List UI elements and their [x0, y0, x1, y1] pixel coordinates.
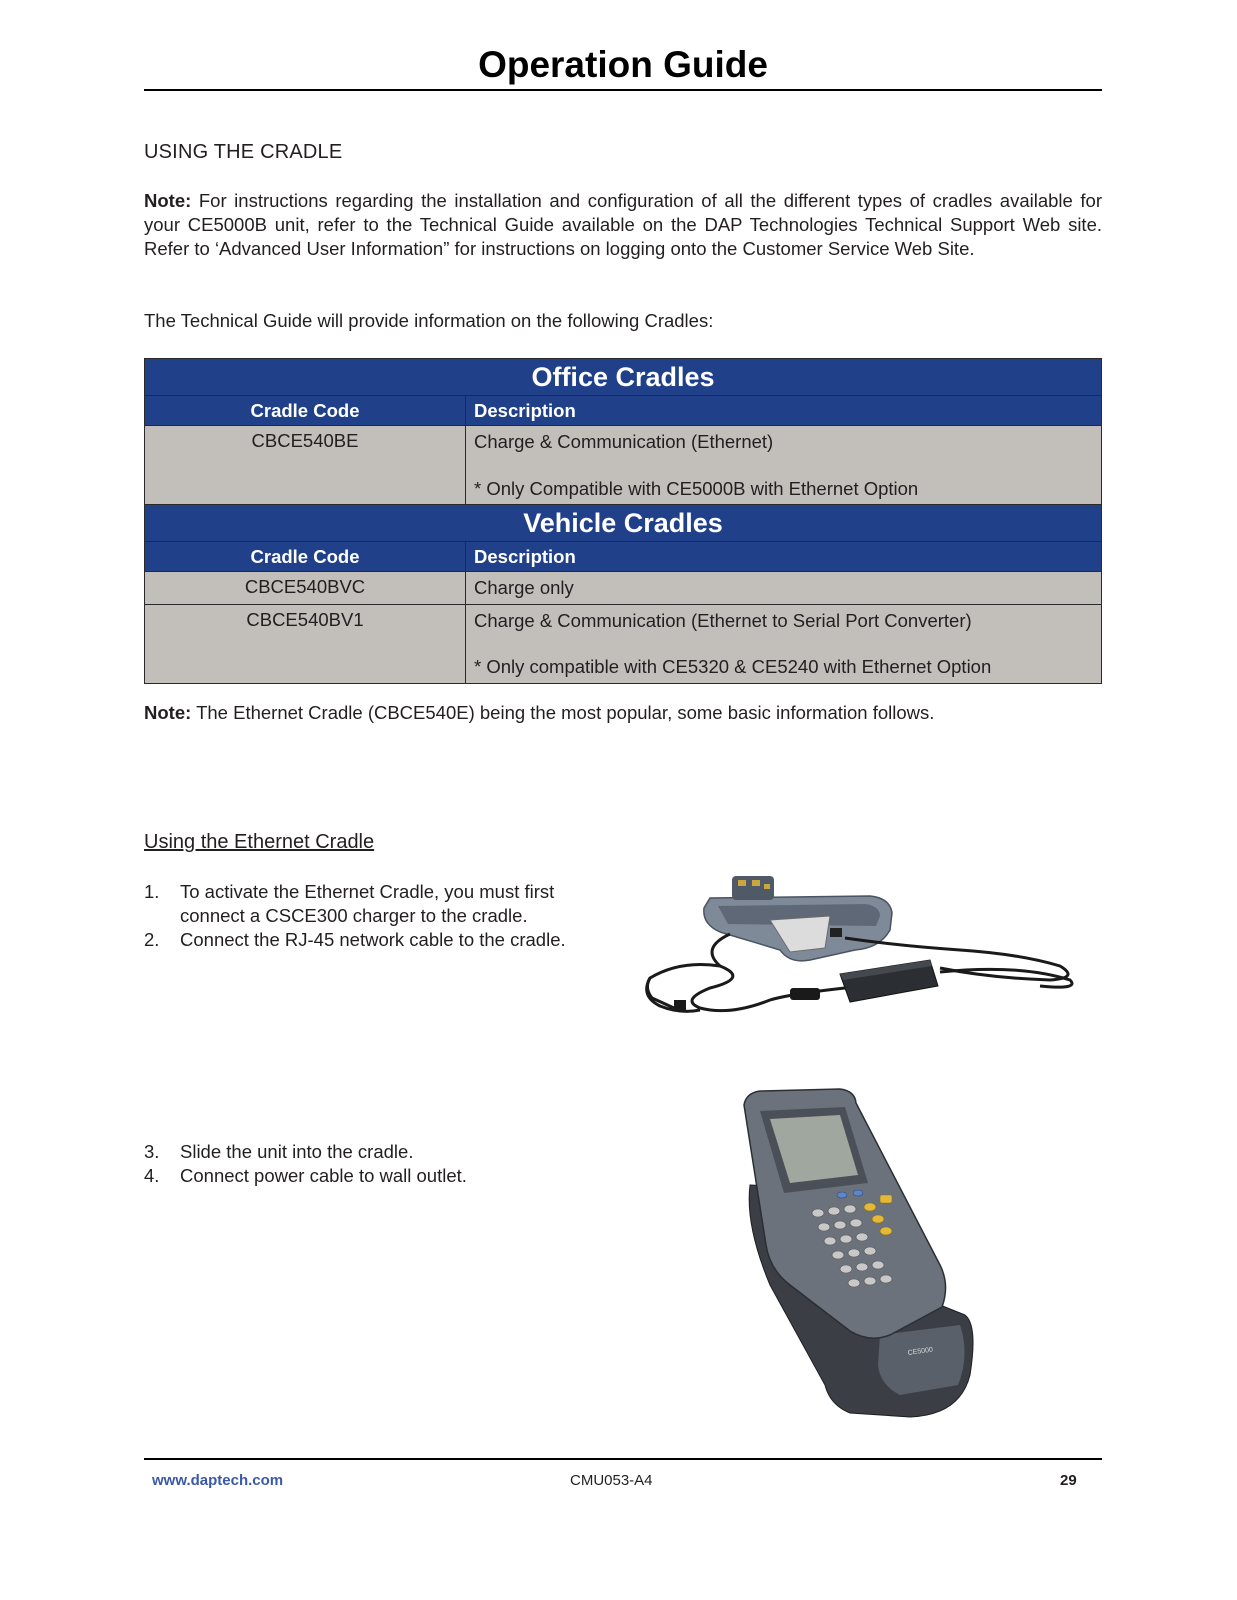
list-item [144, 1140, 614, 1164]
step-number: 2. [144, 929, 160, 951]
note-ethernet [144, 701, 1102, 725]
compatibility-note: * Only compatible with CE5320 & CE5240 with Ethernet Option [474, 656, 992, 677]
office-cradles-title: Office Cradles [145, 359, 1102, 396]
step-text: Slide the unit into the cradle. [180, 1141, 414, 1162]
footer-website-link[interactable]: www.daptech.com [152, 1472, 284, 1489]
column-header-cradle-code: Cradle Code [145, 542, 466, 572]
cradle-code-cell: CBCE540BVC [145, 572, 466, 605]
note-label: Note: [144, 702, 192, 723]
cradle-charger-photo [640, 868, 1080, 1028]
note-text: The Ethernet Cradle (CBCE540E) being the most popular, some basic information follows. [191, 702, 935, 723]
list-item [144, 1164, 614, 1188]
column-header-cradle-code: Cradle Code [145, 396, 466, 426]
table-row [145, 604, 1102, 683]
list-item [144, 928, 614, 952]
step-number: 1. [144, 881, 160, 902]
cradle-code-cell: CBCE540BV1 [145, 604, 466, 683]
steps-list [144, 1140, 614, 1188]
list-item [144, 880, 614, 928]
cradle-code-cell: CBCE540BE [145, 426, 466, 505]
note-label: Note: [144, 190, 192, 211]
page-number: 29 [1060, 1472, 1077, 1489]
office-cradles-header [145, 359, 1102, 396]
step-text: To activate the Ethernet Cradle, you must first connect a CSCE300 charger to the cradle. [180, 881, 555, 927]
step-text: Connect power cable to wall outlet. [180, 1165, 467, 1187]
table-row [145, 426, 1102, 505]
vehicle-cradles-header [145, 505, 1102, 542]
cradles-table [144, 358, 1102, 684]
office-column-headers [145, 396, 1102, 426]
description-cell [466, 426, 1102, 505]
description-text: Charge only [474, 577, 574, 598]
step-text: Connect the RJ-45 network cable to the cradle. [180, 929, 566, 951]
note-installation [144, 189, 1102, 262]
column-header-description: Description [466, 396, 1102, 426]
footer-document-code: CMU053-A4 [570, 1472, 653, 1489]
steps-list [144, 880, 614, 953]
title-rule [144, 89, 1102, 91]
compatibility-note: * Only Compatible with CE5000B with Ethernet Option [474, 477, 919, 499]
step-number: 3. [144, 1141, 160, 1162]
intro-text: The Technical Guide will provide information on the following Cradles: [144, 310, 714, 331]
column-header-description: Description [466, 542, 1102, 572]
svg-text:CE5000: CE5000 [907, 1346, 934, 1357]
ethernet-cradle-heading: Using the Ethernet Cradle [144, 831, 375, 853]
footer-rule [144, 1458, 1102, 1460]
note-text: For instructions regarding the installation and configuration of all the different types of cradles available for your CE5000B unit, refer to the Technical Guide available on the DAP Technologies Technical Support Web site. Refer to ‘Advanced User Information” for instructions on logging onto the Customer Service Web Site. [144, 190, 1102, 260]
description-cell [466, 604, 1102, 683]
description-cell [466, 572, 1102, 605]
table-row [145, 572, 1102, 605]
vehicle-cradles-title: Vehicle Cradles [145, 505, 1102, 542]
step-number: 4. [144, 1165, 160, 1187]
vehicle-column-headers [145, 542, 1102, 572]
description-text: Charge & Communication (Ethernet to Serial Port Converter) [474, 609, 972, 631]
page-title: Operation Guide [478, 44, 768, 85]
section-heading: USING THE CRADLE [144, 141, 343, 163]
description-text: Charge & Communication (Ethernet) [474, 431, 774, 452]
handheld-in-cradle-photo [730, 1085, 980, 1420]
